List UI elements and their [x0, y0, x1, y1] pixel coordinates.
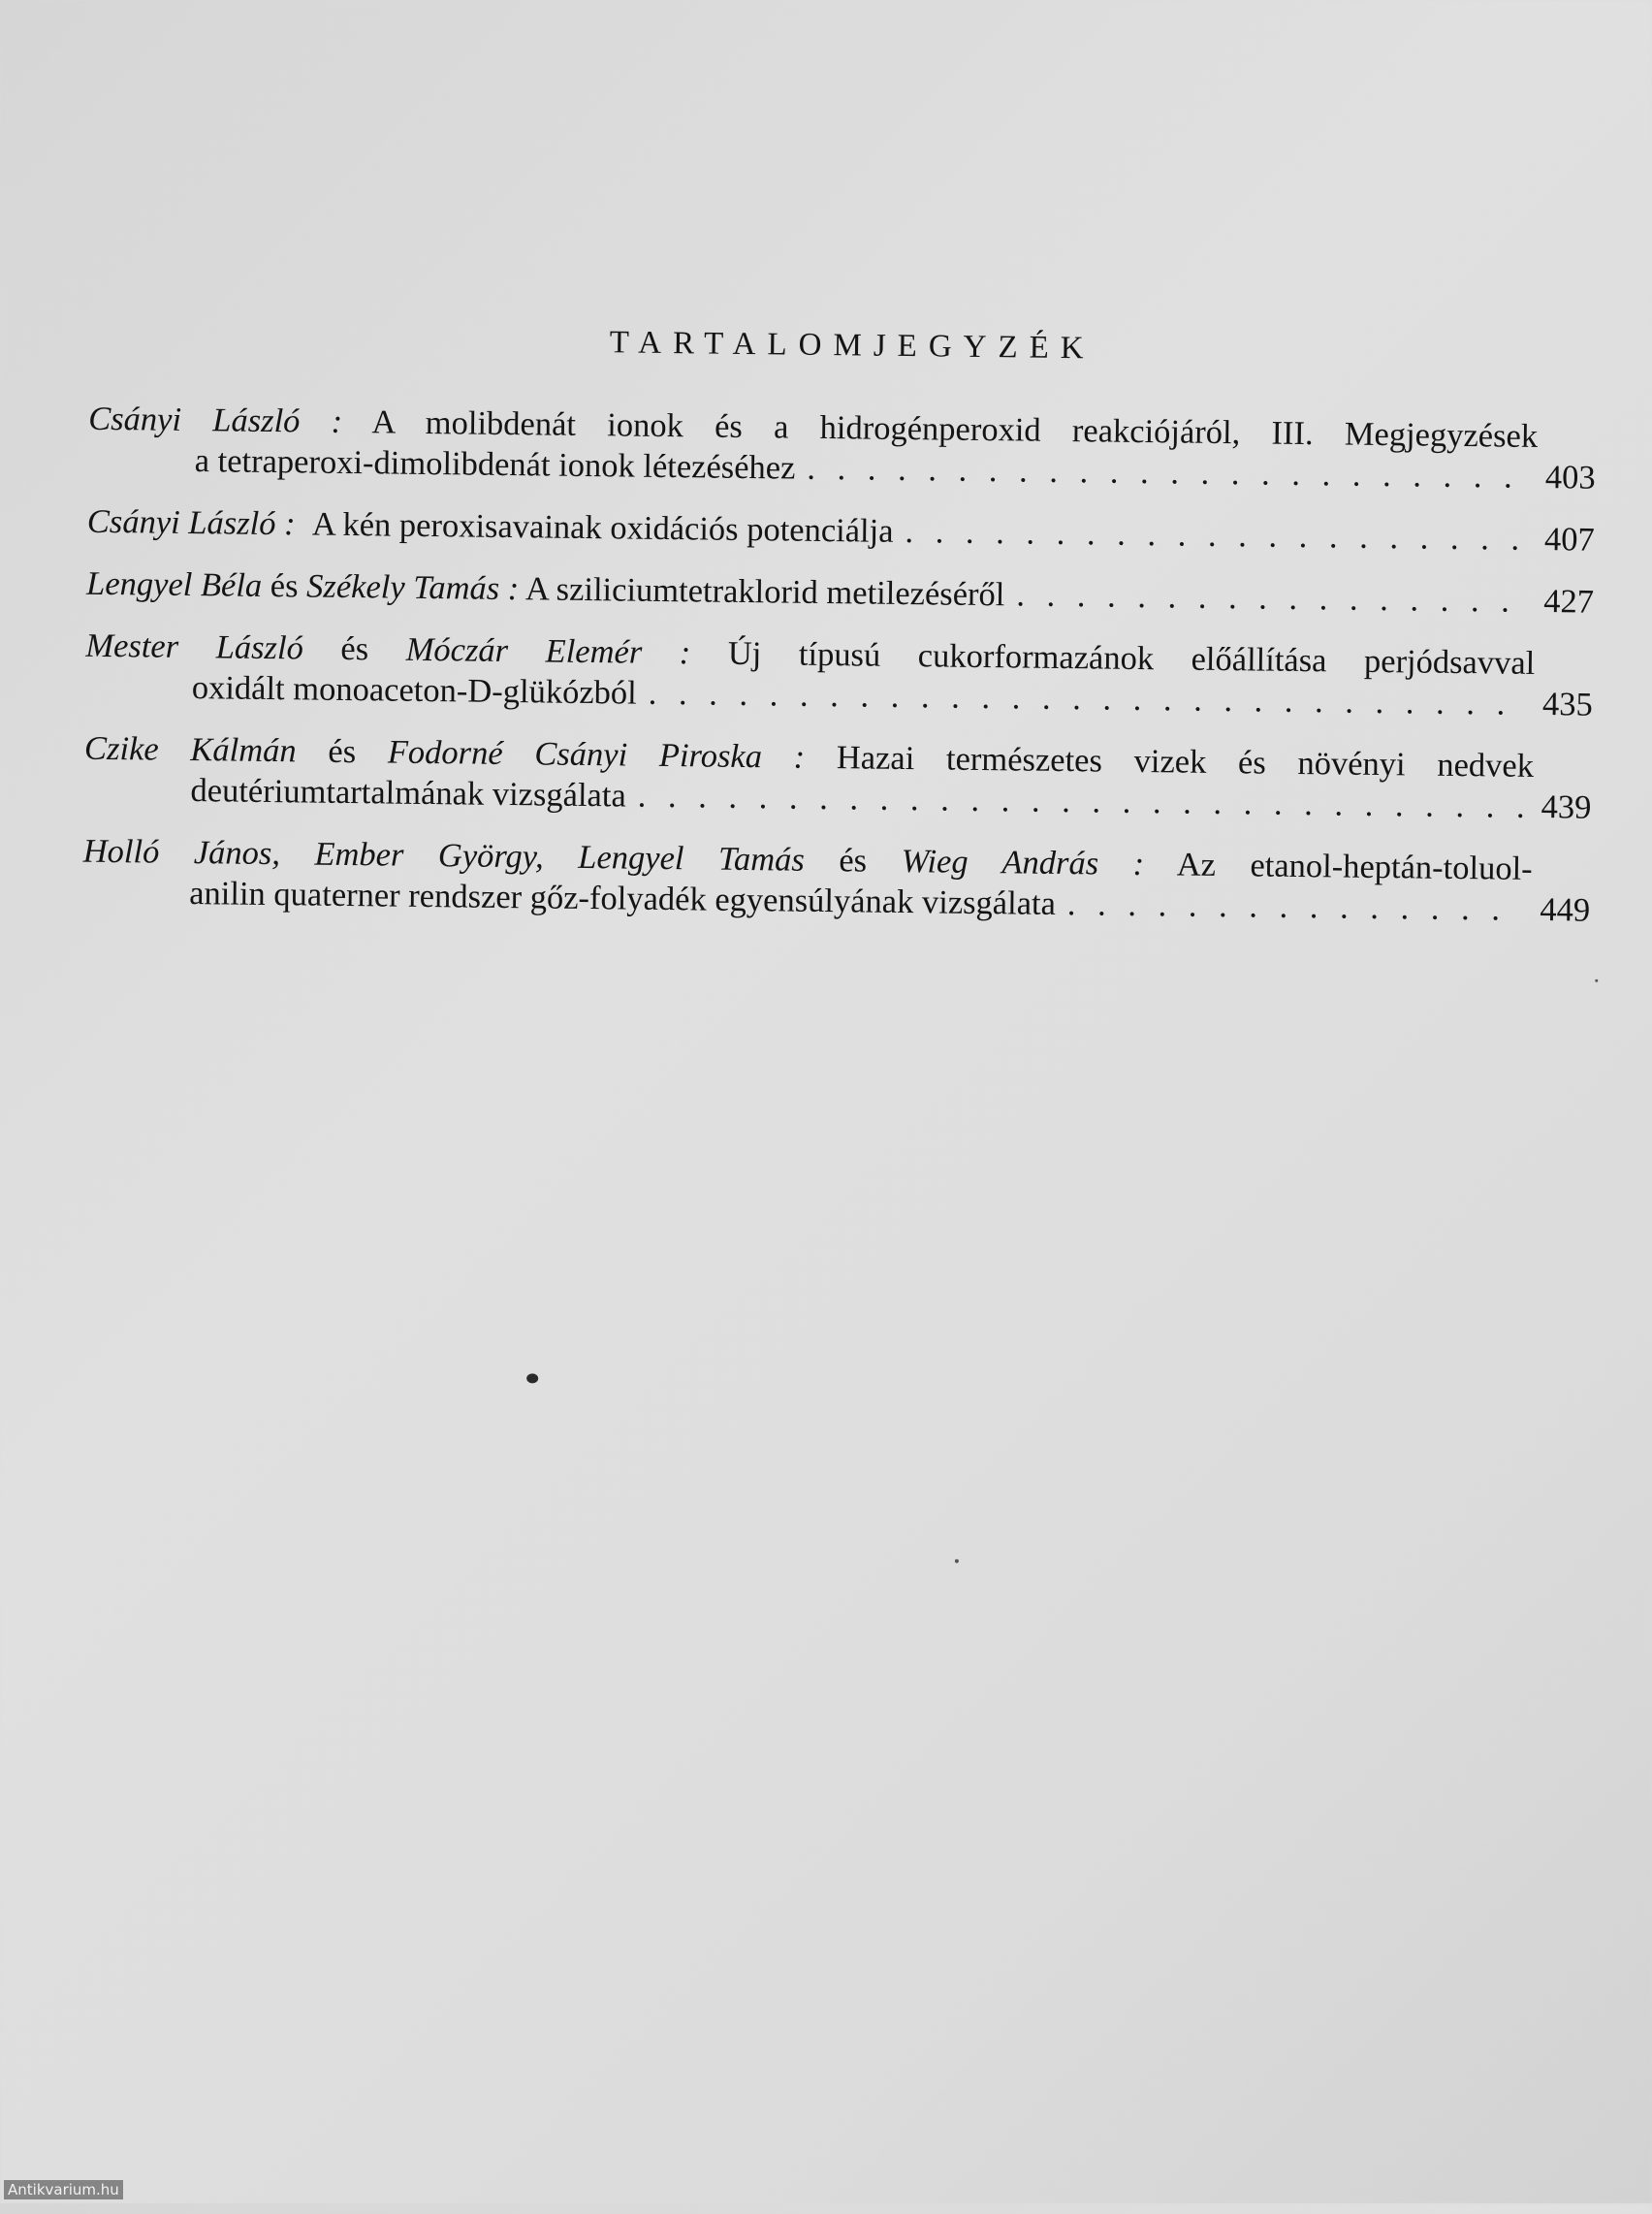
dot-leader — [905, 511, 1527, 560]
entry-author: Móczár Elemér : — [405, 630, 691, 672]
ink-spot — [526, 1373, 538, 1383]
entry-author: Székely Tamás : — [305, 567, 520, 608]
entry-title: A molibdenát ionok és a hidrogénperoxid reakciójáról, III. Megjegyzések — [371, 403, 1539, 455]
entry-title-continued: oxidált monoaceton-D-glükózból — [191, 669, 637, 712]
dot-leader — [1067, 883, 1523, 930]
dot-leader — [807, 448, 1528, 497]
entry-title: Az etanol-heptán-toluol- — [1176, 846, 1533, 887]
entry-title: A sziliciumtetraklorid metilezéséről — [524, 570, 1005, 614]
entry-heading — [86, 563, 1005, 616]
toc-entry-line1 — [87, 501, 1537, 560]
entry-title: Új típusú cukorformazánok előállítása perjódsavval — [727, 634, 1536, 682]
entry-conjunction: és — [340, 629, 369, 668]
entry-title: Hazai természetes vizek és növényi nedvek — [836, 739, 1535, 785]
toc-entry — [87, 501, 1595, 561]
entry-author: Lengyel Béla — [85, 564, 263, 604]
entry-page-number: 427 — [1543, 583, 1595, 621]
watermark: Antikvarium.hu — [4, 2180, 123, 2199]
entry-author: Wieg András : — [901, 842, 1145, 883]
toc-entry-line1 — [86, 563, 1536, 622]
entry-author: Mester László — [85, 626, 304, 667]
toc-entry — [82, 831, 1591, 931]
toc-entry — [85, 626, 1594, 725]
toc-entry — [86, 563, 1594, 623]
page-title: TARTALOMJEGYZÉK — [609, 325, 1096, 367]
toc-list — [82, 399, 1597, 952]
entry-authors: Csányi László : — [86, 502, 296, 543]
entry-author: Czike Kálmán — [83, 729, 297, 770]
entry-title-continued: a tetraperoxi-dimolibdenát ionok létezéséhez — [194, 442, 796, 487]
entry-page-number: 435 — [1541, 686, 1593, 723]
ink-speck — [955, 1559, 959, 1563]
entry-page-number: 439 — [1541, 788, 1592, 826]
entry-page-number: 403 — [1544, 459, 1596, 497]
entry-title-continued: deutériumtartalmának vizsgálata — [190, 772, 627, 815]
entry-title: A kén peroxisavainak oxidációs potenciálja — [311, 505, 894, 550]
toc-entry — [87, 399, 1596, 498]
dot-leader — [1016, 574, 1526, 621]
entry-authors: Csányi László : — [87, 400, 343, 440]
entry-conjunction: és — [839, 842, 868, 880]
entry-page-number: 449 — [1540, 891, 1591, 929]
entry-title-continued: anilin quaterner rendszer gőz-folyadék egyensúlyának vizsgálata — [189, 875, 1057, 922]
entry-heading — [87, 501, 894, 552]
entry-author: Fodorné Csányi Piroska : — [387, 733, 806, 776]
ink-speck — [1595, 979, 1598, 982]
toc-entry — [83, 728, 1592, 828]
entry-conjunction: és — [270, 567, 299, 605]
entry-author: Holló János, Ember György, Lengyel Tamás — [82, 832, 806, 879]
entry-page-number: 407 — [1543, 521, 1596, 559]
entry-conjunction: és — [328, 732, 357, 771]
